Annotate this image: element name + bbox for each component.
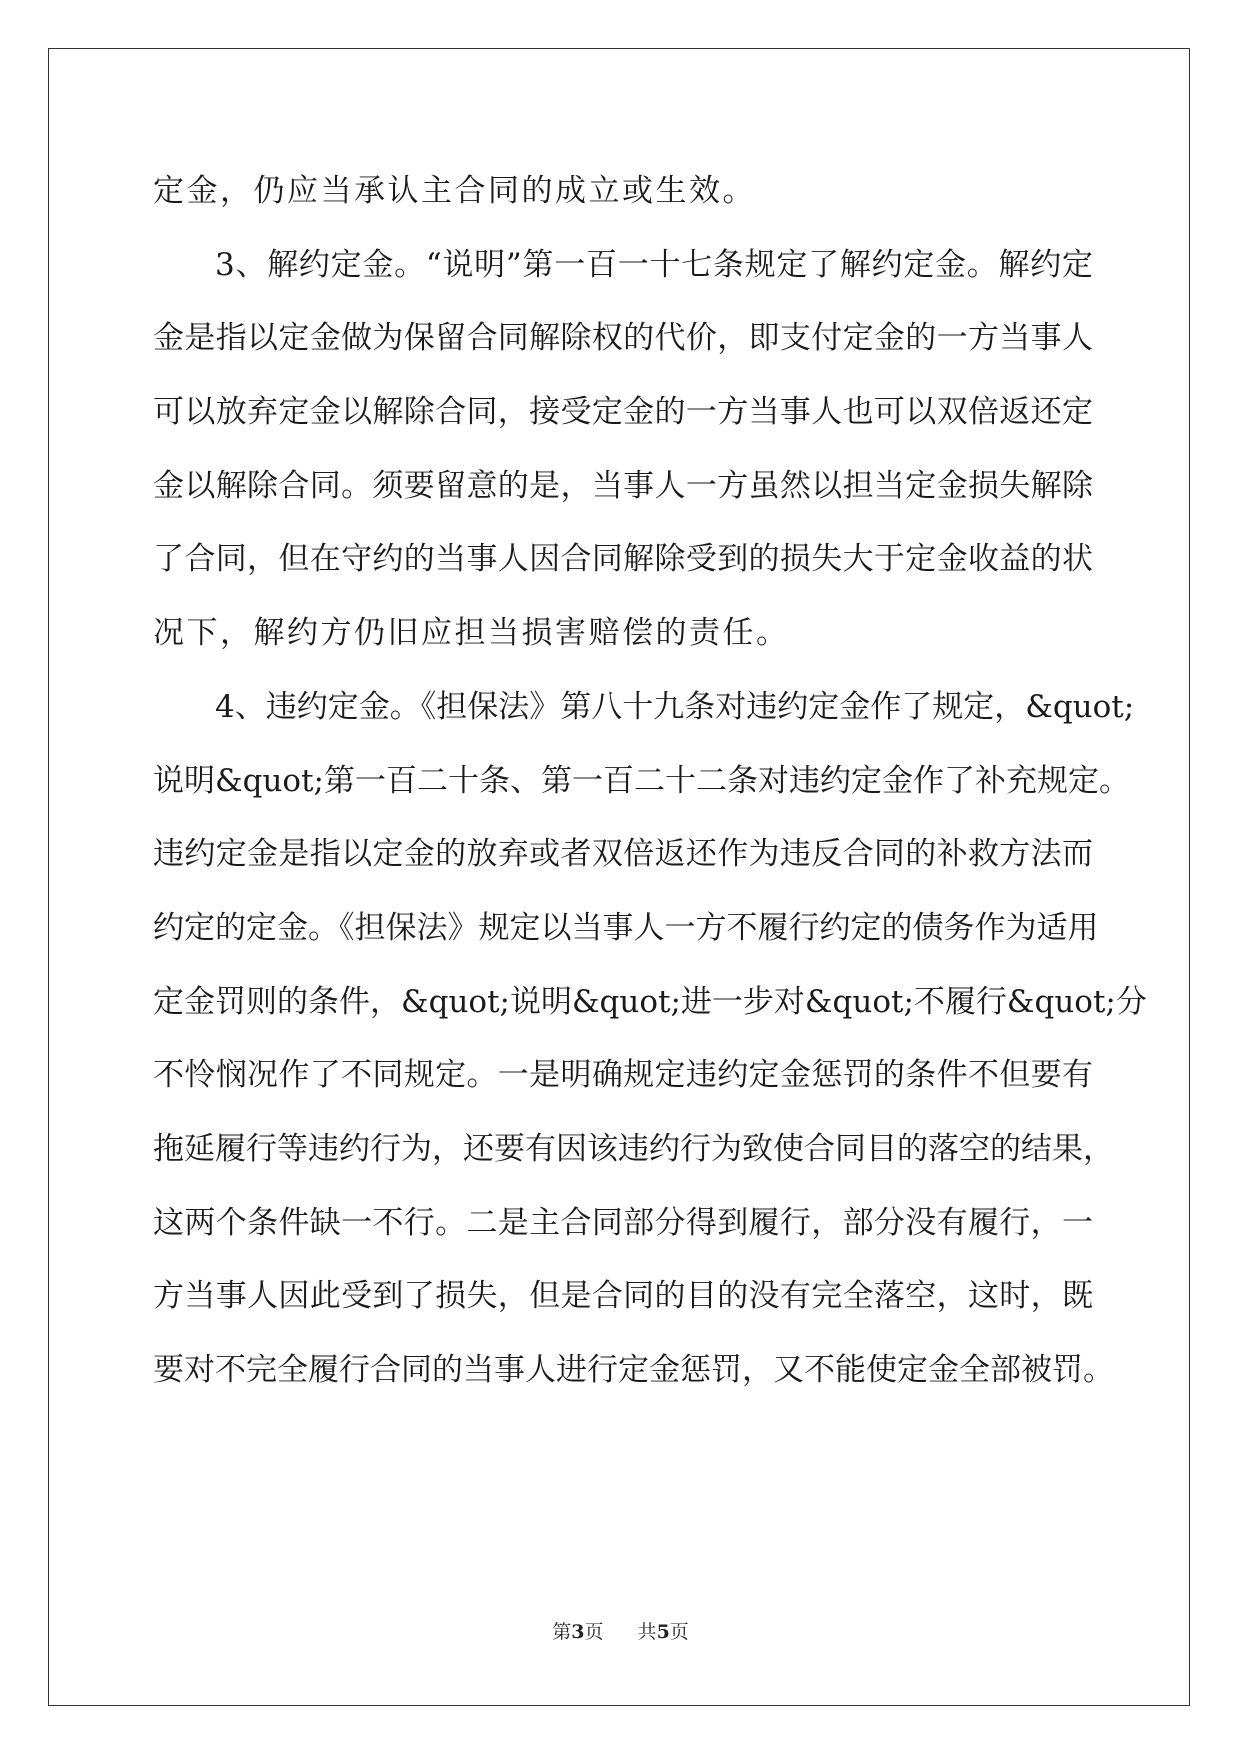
text-line: 约定的定金。《担保法》规定以当事人一方不履行约定的债务作为适用 bbox=[153, 909, 1099, 946]
document-body bbox=[153, 155, 1147, 1408]
text-line: 定金，仍应当承认主合同的成立或生效。 bbox=[153, 173, 756, 209]
page-number bbox=[552, 1621, 609, 1643]
text-line: 定金罚则的条件，&quot;说明&quot;进一步对&quot;不履行&quot;分 bbox=[153, 983, 1147, 1020]
text-line: 这两个条件缺一不行。二是主合同部分得到履行，部分没有履行，一 bbox=[153, 1204, 1093, 1241]
text-line: 3、解约定金。“说明”第一百一十七条规定了解约定金。解约定 bbox=[215, 246, 1093, 283]
text-line: 违约定金是指以定金的放弃或者双倍返还作为违反合同的补救方法而 bbox=[153, 836, 1093, 873]
page-total bbox=[632, 1621, 689, 1643]
page-prefix: 第 bbox=[552, 1621, 572, 1643]
page-unit: 页 bbox=[584, 1621, 604, 1643]
text-line: 方当事人因此受到了损失，但是合同的目的没有完全落空，这时，既 bbox=[153, 1278, 1093, 1315]
current-page: 3 bbox=[571, 1621, 585, 1643]
text-line: 了合同，但在守约的当事人因合同解除受到的损失大于定金收益的状 bbox=[153, 541, 1093, 578]
text-line: 况下，解约方仍旧应担当损害赔偿的责任。 bbox=[153, 615, 790, 652]
total-prefix: 共 bbox=[637, 1621, 657, 1643]
text-line: 金是指以定金做为保留合同解除权的代价，即支付定金的一方当事人 bbox=[153, 320, 1093, 357]
page-footer bbox=[0, 1617, 1241, 1644]
text-line: 拖延履行等违约行为，还要有因该违约行为致使合同目的落空的结果， bbox=[153, 1130, 1114, 1167]
text-line: 4、违约定金。《担保法》第八十九条对违约定金作了规定，&quot; bbox=[215, 688, 1135, 725]
text-line: 说明&quot;第一百二十条、第一百二十二条对违约定金作了补充规定。 bbox=[153, 762, 1130, 799]
text-line: 不怜悯况作了不同规定。一是明确规定违约定金惩罚的条件不但要有 bbox=[153, 1057, 1093, 1094]
text-line: 可以放弃定金以解除合同，接受定金的一方当事人也可以双倍返还定 bbox=[153, 394, 1093, 431]
total-pages: 5 bbox=[656, 1621, 670, 1643]
total-unit: 页 bbox=[669, 1621, 689, 1643]
text-line: 金以解除合同。须要留意的是，当事人一方虽然以担当定金损失解除 bbox=[153, 467, 1093, 504]
text-line: 要对不完全履行合同的当事人进行定金惩罚，又不能使定金全部被罚。 bbox=[153, 1352, 1114, 1388]
